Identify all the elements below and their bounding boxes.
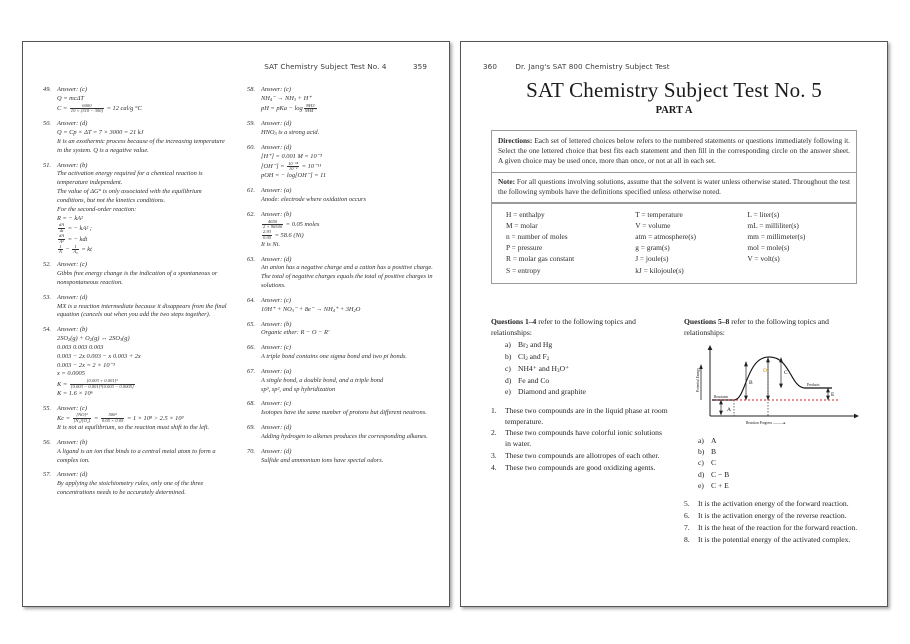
page-right <box>460 41 888 607</box>
answer-line: It is an exothermic process because of the increasing temperature in the system. Q is a negative value. <box>57 137 225 154</box>
answer-line: Kc = $\frac{\text{[NO]²}}{\text{[N₂][O₂]}}$ = $\frac{\text{500²}}{0.05 \times 0.05}$ = 1 × 10⁸ > 2.5 × 10³ <box>57 412 184 424</box>
answer-entry <box>41 86 231 114</box>
question-text: These two compounds have colorful ionic solutions in water. <box>505 428 662 449</box>
answer-entry <box>245 86 435 114</box>
choice-text: $Br_2$ and Hg <box>518 340 553 351</box>
right-column-answers <box>245 86 435 598</box>
answer-line: sp³, sp², and sp hybridization <box>261 385 336 393</box>
answer-body <box>57 326 231 398</box>
answer-line: Answer: (b) <box>57 161 88 169</box>
answer-number: 51. <box>43 161 51 169</box>
answer-line: pH = pKa − log $\frac{NH3}{NH4^-}$ <box>261 102 316 114</box>
answer-line: K = 1.6 × 10⁶ <box>57 389 93 397</box>
answer-line: The activation energy required for a chemical reaction is temperature independent. <box>57 170 203 187</box>
answer-number: 70. <box>247 447 255 455</box>
answer-entry <box>41 120 231 155</box>
diagram-label-C: C <box>784 370 788 377</box>
symbol-cell: mol = mole(s) <box>747 243 790 253</box>
question-text: It is the activation energy of the forward reaction. <box>698 499 849 509</box>
question-text: It is the heat of the reaction for the forward reaction. <box>698 523 858 532</box>
symbols-row <box>506 265 846 276</box>
answer-body <box>261 256 435 291</box>
question-set-2-heading <box>684 317 861 338</box>
symbols-row <box>506 209 846 220</box>
choice-item[interactable] <box>505 352 668 363</box>
answer-line: Answer: (c) <box>261 296 291 304</box>
symbol-cell: T = temperature <box>635 210 683 219</box>
answer-line: $\frac{dA}{dt}$ = − kA² ; <box>59 222 92 234</box>
answer-line: Answer: (b) <box>57 438 88 446</box>
answer-entry <box>245 321 435 339</box>
diagram-label-E: E <box>831 392 835 399</box>
answer-line: K = $\frac{\text{[0.003 + 0.001]²}}{\text{[0.003 − 0.001]²[0.003 − 0.0005]}}$ <box>57 378 134 390</box>
symbol-cell: L = liter(s) <box>747 210 780 219</box>
question-item[interactable] <box>684 535 861 546</box>
answer-number: 55. <box>43 404 51 412</box>
answer-line: Answer: (c) <box>261 86 291 93</box>
answer-line: 0.003 0.003 0.003 <box>57 343 104 351</box>
answer-line: A single bond, a double bond, and a triple bond <box>261 376 384 384</box>
symbols-row <box>506 253 846 264</box>
answer-number: 69. <box>247 424 255 432</box>
answer-line: The total of negative charges equals the total of positive charges in solutions. <box>261 273 433 290</box>
question-number: 6. <box>684 511 690 521</box>
answer-line: Isotopes have the same number of protons but different neutrons. <box>261 409 427 417</box>
diagram-reactants-label: Reactants <box>714 395 728 400</box>
question-text: These two compounds are in the liquid phase at room temperature. <box>505 405 668 426</box>
answer-line: $2SO_2(g) + O_2(g)$ ↔ $2SO_3(g)$ <box>57 335 130 343</box>
part-label: PART A <box>655 105 693 116</box>
choice-label: a) <box>698 435 704 445</box>
question-item[interactable] <box>491 451 668 462</box>
answer-number: 59. <box>247 120 255 128</box>
answer-entry <box>41 405 231 433</box>
answer-number: 62. <box>247 210 255 218</box>
answer-body <box>261 120 435 138</box>
answer-line: Organic ether: R − O − R' <box>261 329 330 337</box>
answer-number: 54. <box>43 326 51 334</box>
answer-entry <box>41 471 231 497</box>
answer-line: Answer: (c) <box>261 400 291 408</box>
answer-line: $NH_4^- \to NH_3 + H^+$ <box>261 94 312 102</box>
answer-number: 58. <box>247 86 255 93</box>
answer-body <box>261 448 435 466</box>
left-page-number: 359 <box>412 62 427 71</box>
answer-entry <box>41 326 231 398</box>
question-number: 5. <box>684 499 690 509</box>
answer-number: 68. <box>247 400 255 408</box>
diagram-label-B: B <box>749 380 753 387</box>
answer-line: $10H^+ + NO_3^- + 8e^- \to NH_4^+ + 3H_2O$ <box>261 305 361 313</box>
answer-line: Answer: (b) <box>57 326 88 334</box>
test-title: SAT Chemistry Subject Test No. 5 <box>526 78 822 102</box>
choice-text: C − B <box>711 469 730 479</box>
choice-item[interactable] <box>698 458 861 469</box>
answer-entry <box>41 439 231 465</box>
choice-item[interactable] <box>698 436 861 447</box>
choice-item[interactable] <box>505 387 668 398</box>
answer-line: Answer: (c) <box>57 86 87 93</box>
answer-number: 64. <box>247 296 255 304</box>
question-text: It is the activation energy of the reverse reaction. <box>698 511 847 521</box>
answer-body <box>261 344 435 362</box>
answer-line: Answer: (d) <box>261 255 292 263</box>
answer-line: Answer: (d) <box>57 293 88 301</box>
answer-body <box>261 424 435 442</box>
answer-line: Anode: electrode where oxidation occurs <box>261 195 366 203</box>
answer-body <box>57 120 231 155</box>
answer-number: 53. <box>43 293 51 301</box>
question-set-2-heading-rest: refer to the following topics and relationships: <box>684 317 829 337</box>
answer-number: 56. <box>43 438 51 446</box>
answer-body <box>261 144 435 181</box>
answer-body <box>57 439 231 465</box>
answer-line: A ligand is an ion that binds to a central metal atom to form a complex ion. <box>57 447 216 464</box>
answer-entry <box>245 211 435 250</box>
answer-entry <box>245 400 435 418</box>
answer-line: Answer: (a) <box>261 367 292 375</box>
choice-item[interactable] <box>698 481 861 492</box>
choice-text: B <box>711 447 717 457</box>
symbol-cell: kJ = kilojoule(s) <box>635 265 684 275</box>
answer-line: Answer: (a) <box>261 187 292 195</box>
answer-entry <box>245 144 435 181</box>
note-text: For all questions involving solutions, assume that the solvent is water unless otherwise stated. Throughout the test the following symbols have the definitions specified unless otherwise noted. <box>498 177 850 197</box>
question-set-1-choices <box>491 340 668 398</box>
choice-text: C + E <box>711 480 729 490</box>
answer-line: The value of ΔG° is only associated with the equilibrium conditions, but not the kinetics conditions. <box>57 188 202 204</box>
diagram-xlabel: Reaction Progress ———▸ <box>746 421 786 426</box>
question-columns <box>491 317 861 600</box>
answer-body <box>57 261 231 287</box>
directions-box <box>491 130 857 173</box>
left-column-answers <box>41 86 231 598</box>
question-set-2-heading-bold: Questions 5–8 <box>684 317 730 326</box>
answer-number: 61. <box>247 187 255 195</box>
answer-line: [OH⁻] = $\frac{\text{10⁻¹⁴}}{\text{10⁻³}}$ = 10⁻¹¹ <box>261 160 322 172</box>
choice-item[interactable] <box>505 364 668 375</box>
answer-line: [H⁺] = 0.001 M = 10⁻³ <box>261 152 322 160</box>
symbols-table <box>506 209 846 276</box>
symbol-cell: g = gram(s) <box>635 243 670 253</box>
answer-entry <box>245 344 435 362</box>
question-item[interactable] <box>684 499 861 510</box>
answer-line: Answer: (b) <box>261 210 292 218</box>
choice-label: a) <box>505 340 511 350</box>
answer-line: An anion has a negative charge and a cation has a positive charge. <box>261 264 433 272</box>
answer-line: $HNO_3$ is a strong acid. <box>261 129 320 137</box>
choice-text: A <box>711 435 717 445</box>
answer-number: 50. <box>43 120 51 128</box>
answer-line: 0.003 − 2x = 2 × 10⁻³ <box>57 361 115 369</box>
answer-entry <box>245 424 435 442</box>
answer-line: Answer: (d) <box>261 120 292 128</box>
left-page-columns <box>41 86 435 598</box>
answer-line: It is not at equilibrium, so the reaction must shift to the left. <box>57 424 210 432</box>
choice-text: NH4⁺ and $H_3O^+$ <box>518 364 570 375</box>
answer-line: Gibbs free energy change is the indication of a spontaneous or nonspontaneous reaction. <box>57 270 218 286</box>
answer-line: x = 0.0005 <box>57 370 85 378</box>
choice-item[interactable] <box>698 470 861 481</box>
choice-text: Fe and Co <box>518 376 550 386</box>
answer-entry <box>245 120 435 138</box>
answer-body <box>261 368 435 394</box>
answer-entry <box>41 294 231 320</box>
left-running-head <box>264 62 427 71</box>
answer-line: Adding hydrogen to alkenes produces the corresponding alkanes. <box>261 432 428 440</box>
symbol-cell: S = entropy <box>506 265 541 275</box>
question-number: 8. <box>684 534 690 544</box>
answer-line: Answer: (c) <box>57 404 87 412</box>
question-number: 2. <box>491 428 497 438</box>
question-number: 4. <box>491 462 497 472</box>
choice-text: C <box>711 458 717 468</box>
question-text: It is the potential energy of the activated complex. <box>698 534 851 544</box>
symbol-cell: n = number of moles <box>506 232 568 242</box>
answer-entry <box>245 448 435 466</box>
choice-item[interactable] <box>505 376 668 387</box>
answer-line: pOH = − log[OH⁻] = 11 <box>261 172 327 180</box>
right-running-head-title: Dr. Jang's SAT 800 Chemistry Subject Test <box>515 62 670 71</box>
answer-body <box>261 187 435 205</box>
question-set-2 <box>684 317 861 600</box>
symbol-cell: V = volt(s) <box>747 254 780 264</box>
choice-text: Diamond and graphite <box>518 387 586 397</box>
answer-line: For the second-order reaction: <box>57 205 137 213</box>
answer-number: 49. <box>43 86 51 93</box>
symbol-cell: mL = milliliter(s) <box>747 221 799 231</box>
question-text: These two compounds are allotropes of each other. <box>505 450 660 460</box>
diagram-products-label: Products <box>807 383 820 388</box>
note-box <box>491 173 857 204</box>
choice-label: e) <box>698 480 704 490</box>
symbols-row <box>506 242 846 253</box>
choice-item[interactable] <box>698 447 861 458</box>
answer-line: $\frac{dA}{\text{A²}}$ = − kdt <box>59 233 88 244</box>
answer-number: 66. <box>247 344 255 352</box>
answer-line: C = $\frac{6000}{10 \times (310 - 300)}$ = 12 cal/g °C <box>57 102 142 114</box>
directions-text: Each set of lettered choices below refers to the numbered statements or questions immediately following it. Select the one lettered choice that best fits each statement and then fill in the corresponding circle on the answer sheet. A given choice may be used once, more than once, or not at all in each set. <box>498 135 850 166</box>
answer-number: 63. <box>247 255 255 263</box>
answer-body <box>57 86 231 114</box>
answer-body <box>57 162 231 256</box>
question-set-1-heading <box>491 317 668 338</box>
symbol-cell: J = joule(s) <box>635 254 669 264</box>
answer-number: 65. <box>247 320 255 328</box>
potential-energy-reaction-diagram <box>688 342 861 434</box>
diagram-label-D: D <box>763 368 767 375</box>
answer-entry <box>245 368 435 394</box>
answer-body <box>261 400 435 418</box>
symbols-row <box>506 220 846 231</box>
answer-entry <box>245 187 435 205</box>
choice-text: $Cl_2$ and $F_2$ <box>518 352 550 363</box>
answer-line: $\frac{1}{A}$ − $\frac{1}{\text{A₀}}$ = kt <box>59 243 92 255</box>
symbol-cell: R = molar gas constant <box>506 254 575 264</box>
answer-line: Answer: (d) <box>261 447 292 455</box>
answer-number: 60. <box>247 143 255 151</box>
answer-line: Answer: (d) <box>261 143 292 151</box>
question-number: 3. <box>491 450 497 460</box>
choice-label: c) <box>698 458 704 468</box>
diagram-ylabel: Potential Energy <box>696 368 700 393</box>
symbol-cell: H = enthalpy <box>506 210 545 219</box>
answer-number: 57. <box>43 471 51 479</box>
symbols-row <box>506 231 846 242</box>
symbol-cell: atm = atmosphere(s) <box>635 232 696 242</box>
answer-body <box>261 321 435 339</box>
answer-line: MX is a reaction intermediate because it disappears from the final equation (cancels out when you add the two steps together). <box>57 302 227 319</box>
answer-number: 52. <box>43 261 51 269</box>
answer-line: Answer: (d) <box>261 424 292 432</box>
answer-entry <box>41 261 231 287</box>
energy-diagram-svg <box>688 342 860 430</box>
question-set-1-items <box>491 406 668 473</box>
answer-line: Answer: (c) <box>261 344 291 352</box>
question-set-1-heading-bold: Questions 1–4 <box>491 317 537 326</box>
choice-label: c) <box>505 364 511 374</box>
question-item[interactable] <box>684 511 861 522</box>
choice-label: d) <box>698 469 705 479</box>
right-page-number: 360 <box>483 62 498 71</box>
answer-line: 0.003 − 2x 0.003 − x 0.003 + 2x <box>57 352 141 360</box>
diagram-label-A: A <box>727 407 731 414</box>
instruction-boxes <box>491 130 857 204</box>
right-running-head <box>483 62 670 71</box>
question-item[interactable] <box>684 523 861 534</box>
question-set-1 <box>491 317 668 600</box>
symbol-cell: V = volume <box>635 221 671 231</box>
symbol-cell: P = pressure <box>506 243 543 253</box>
answer-body <box>261 211 435 250</box>
choice-label: e) <box>505 387 511 397</box>
choice-label: d) <box>505 376 512 386</box>
choice-label: b) <box>698 447 705 457</box>
question-text: These two compounds are good oxidizing agents. <box>505 462 656 472</box>
answer-line: It is Ni. <box>261 240 280 248</box>
symbol-cell: M = molar <box>506 221 538 231</box>
answer-entry <box>41 162 231 256</box>
question-item[interactable] <box>491 428 668 449</box>
answer-line: $\frac{2.93}{0.05}$ = 58.6 (Ni) <box>263 229 304 240</box>
page-left <box>22 41 450 607</box>
symbols-definition-box <box>491 202 857 284</box>
directions-label: Directions: <box>498 135 533 145</box>
answer-line: By applying the stoichiometry rules, only one of the three concentrations needs to be accurately determined. <box>57 480 204 497</box>
left-running-head-title: SAT Chemistry Subject Test No. 4 <box>264 62 387 71</box>
note-label: Note: <box>498 177 516 187</box>
answer-line: Answer: (d) <box>57 471 88 479</box>
answer-line: Answer: (b) <box>261 320 292 328</box>
answer-body <box>57 294 231 320</box>
answer-line: A triple bond contains one sigma bond and two pi bonds. <box>261 353 407 361</box>
symbol-cell: mm = millimeter(s) <box>747 232 806 242</box>
answer-number: 67. <box>247 367 255 375</box>
answer-line: $\frac{4650}{2 \times 96500}$ = 0.05 moles <box>263 218 320 230</box>
answer-line: Answer: (c) <box>57 261 87 269</box>
answer-body <box>261 86 435 114</box>
answer-line: Q = Cp × ΔT = 7 × 3000 = 21 kJ <box>57 129 144 137</box>
question-number: 7. <box>684 523 690 532</box>
choice-item[interactable] <box>505 340 668 351</box>
question-number: 1. <box>491 405 497 415</box>
choice-label: b) <box>505 352 512 362</box>
symbol-cell <box>747 265 846 276</box>
question-set-2-choices <box>684 436 861 492</box>
answer-entry <box>245 297 435 315</box>
answer-line: Answer: (d) <box>57 120 88 128</box>
answer-entry <box>245 256 435 291</box>
question-item[interactable] <box>491 406 668 427</box>
answer-line: R = − kA² <box>57 214 83 222</box>
question-item[interactable] <box>491 463 668 474</box>
question-set-1-heading-rest: refer to the following topics and relationships: <box>491 317 636 337</box>
answer-body <box>57 405 231 433</box>
answer-body <box>57 471 231 497</box>
answer-body <box>261 297 435 315</box>
question-set-2-items <box>684 499 861 545</box>
answer-line: Q = mcΔT <box>57 94 84 102</box>
answer-line: Sulfide and ammonium ions have special odors. <box>261 456 384 464</box>
